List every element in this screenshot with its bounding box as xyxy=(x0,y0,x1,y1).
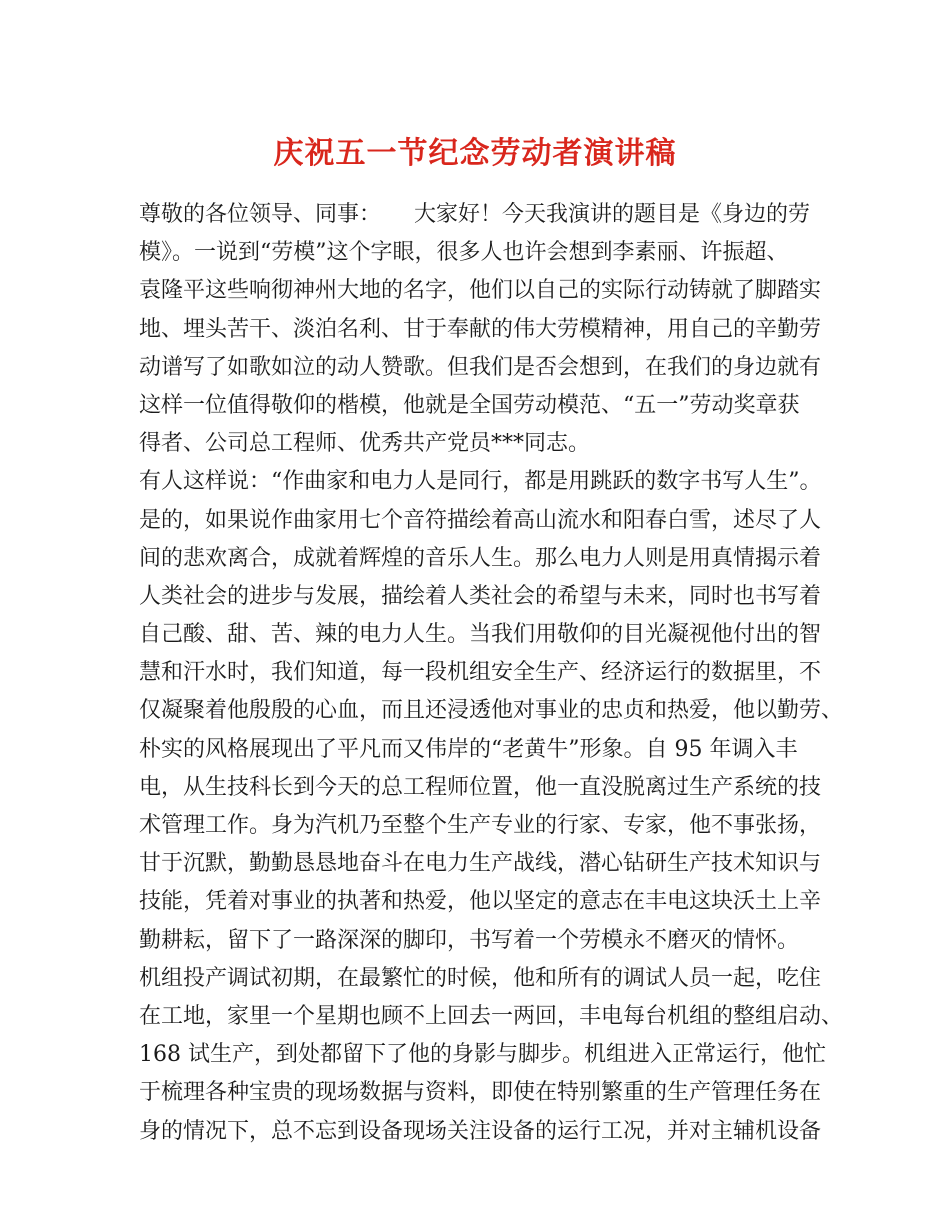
document-body xyxy=(139,196,844,1151)
body-line: 模》。一说到“劳模”这个字眼，很多人也许会想到李素丽、许振超、 xyxy=(139,240,789,266)
body-line: 168 试生产，到处都留下了他的身影与脚步。机组进入正常运行，他忙 xyxy=(139,1042,826,1068)
body-line: 机组投产调试初期，在最繁忙的时候，他和所有的调试人员一起，吃住 xyxy=(139,965,822,991)
body-line: 仅凝聚着他殷殷的心血，而且还浸透他对事业的忠贞和热爱，他以勤劳、 xyxy=(139,698,844,724)
body-line: 间的悲欢离合，成就着辉煌的音乐人生。那么电力人则是用真情揭示着 xyxy=(139,545,822,571)
body-line: 在工地，家里一个星期也顾不上回去一两回，丰电每台机组的整组启动、 xyxy=(139,1003,844,1029)
body-line: 勤耕耘，留下了一路深深的脚印，书写着一个劳模永不磨灭的情怀。 xyxy=(139,927,800,953)
body-line: 甘于沉默，勤勤恳恳地奋斗在电力生产战线，潜心钻研生产技术知识与 xyxy=(139,851,822,877)
body-line: 电，从生技科长到今天的总工程师位置，他一直没脱离过生产系统的技 xyxy=(139,774,822,800)
body-line: 袁隆平这些响彻神州大地的名字，他们以自己的实际行动铸就了脚踏实 xyxy=(139,278,822,304)
body-line: 技能，凭着对事业的执著和热爱，他以坚定的意志在丰电这块沃土上辛 xyxy=(139,889,822,915)
body-line: 地、埋头苦干、淡泊名利、甘于奉献的伟大劳模精神，用自己的辛勤劳 xyxy=(139,316,822,342)
body-line: 这样一位值得敬仰的楷模，他就是全国劳动模范、“五一”劳动奖章获 xyxy=(139,392,800,418)
body-line: 尊敬的各位领导、同事： 大家好！今天我演讲的题目是《身边的劳 xyxy=(139,202,811,227)
body-line: 身的情况下，总不忘到设备现场关注设备的运行工况，并对主辅机设备 xyxy=(139,1118,822,1144)
body-line: 动谱写了如歌如泣的动人赞歌。但我们是否会想到，在我们的身边就有 xyxy=(139,354,822,380)
body-line: 朴实的风格展现出了平凡而又伟岸的“老黄牛”形象。自 95 年调入丰 xyxy=(139,736,798,762)
body-line: 术管理工作。身为汽机乃至整个生产专业的行家、专家，他不事张扬， xyxy=(139,813,822,838)
body-line: 人类社会的进步与发展，描绘着人类社会的希望与未来，同时也书写着 xyxy=(139,583,822,609)
body-line: 得者、公司总工程师、优秀共产党员***同志。 xyxy=(139,431,591,457)
body-line: 慧和汗水时，我们知道，每一段机组安全生产、经济运行的数据里，不 xyxy=(139,660,822,686)
body-line: 有人这样说：“作曲家和电力人是同行，都是用跳跃的数字书写人生”。 xyxy=(139,469,822,495)
body-line: 是的，如果说作曲家用七个音符描绘着高山流水和阳春白雪，述尽了人 xyxy=(139,507,822,533)
document-title: 庆祝五一节纪念劳动者演讲稿 xyxy=(273,136,677,171)
body-line: 于梳理各种宝贵的现场数据与资料，即使在特别繁重的生产管理任务在 xyxy=(139,1080,822,1106)
body-line: 自己酸、甜、苦、辣的电力人生。当我们用敬仰的目光凝视他付出的智 xyxy=(139,622,822,648)
